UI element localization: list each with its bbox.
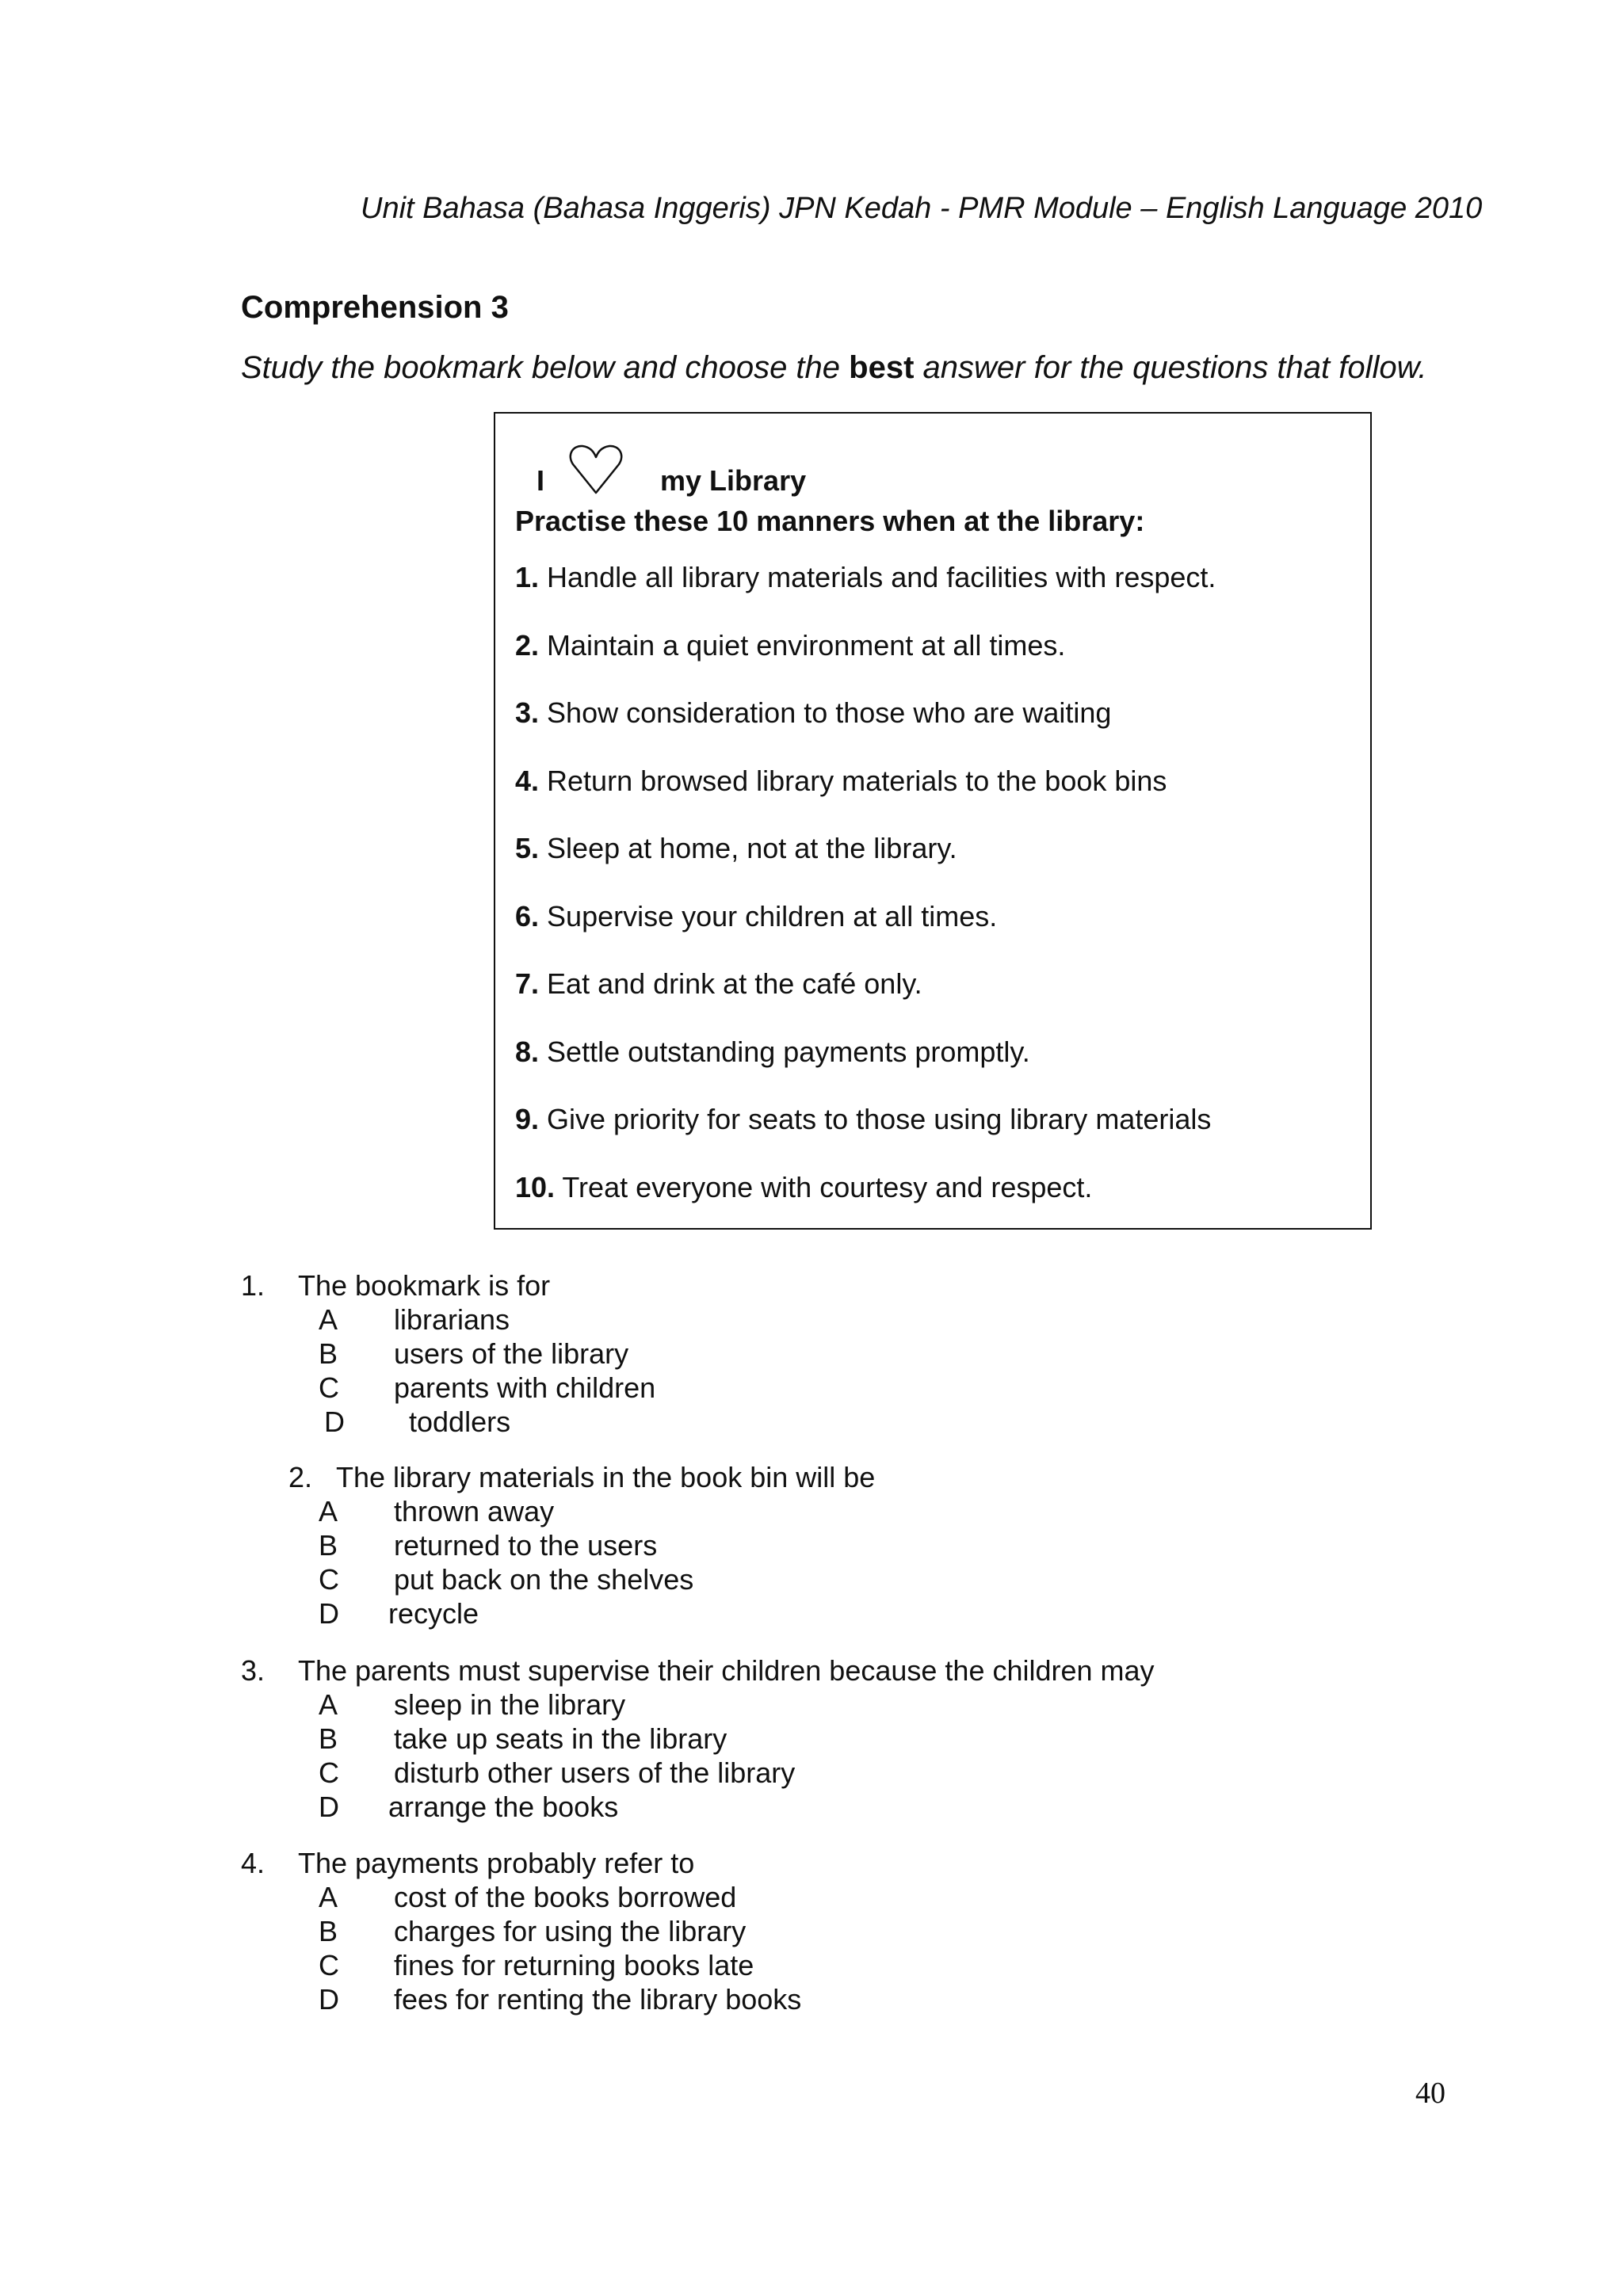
question-text: The library materials in the book bin will be <box>336 1461 876 1493</box>
question-text: The parents must supervise their children because the children may <box>298 1654 1155 1687</box>
question-text: The bookmark is for <box>298 1269 551 1302</box>
option-letter: C <box>319 1756 339 1789</box>
manner-number: 5. <box>515 832 540 864</box>
option-letter: A <box>319 1881 338 1913</box>
page-number: 40 <box>1415 2077 1445 2110</box>
manners-list <box>515 561 1216 1238</box>
manner-text: Settle outstanding payments promptly. <box>539 1035 1030 1068</box>
heart-icon <box>568 444 624 496</box>
instruction-text <box>241 350 1426 386</box>
option-letter: C <box>319 1371 339 1404</box>
option-text: take up seats in the library <box>394 1722 727 1755</box>
manner-item <box>515 629 1216 697</box>
option-text: charges for using the library <box>394 1915 747 1947</box>
question-text: The payments probably refer to <box>298 1847 695 1879</box>
option-letter: A <box>319 1688 338 1721</box>
manner-text: Return browsed library materials to the book bins <box>539 764 1167 797</box>
answer-option[interactable] <box>241 1371 1350 1405</box>
option-text: put back on the shelves <box>394 1563 694 1596</box>
manner-number: 6. <box>515 899 540 933</box>
option-text: fines for returning books late <box>394 1949 754 1981</box>
section-title: Comprehension 3 <box>241 290 509 325</box>
option-letter: B <box>319 1915 338 1947</box>
manner-item <box>515 967 1216 1035</box>
manner-number: 1. <box>515 561 540 593</box>
option-text: cost of the books borrowed <box>394 1881 737 1913</box>
option-letter: C <box>319 1563 339 1596</box>
option-letter: C <box>319 1949 339 1981</box>
option-text: parents with children <box>394 1371 656 1404</box>
bookmark-title <box>537 445 806 498</box>
instruction-part-1: Study the bookmark below and choose the <box>241 350 850 385</box>
option-text: thrown away <box>394 1495 555 1527</box>
question-stem <box>241 1268 1350 1302</box>
manner-number: 3. <box>515 696 540 729</box>
answer-option[interactable] <box>241 1756 1350 1790</box>
answer-option[interactable] <box>241 1880 1350 1914</box>
option-letter: A <box>319 1303 338 1336</box>
manner-number: 4. <box>515 764 540 797</box>
option-letter: D <box>319 1983 339 2016</box>
option-letter: D <box>324 1405 345 1438</box>
manner-text: Supervise your children at all times. <box>539 899 998 933</box>
option-letter: B <box>319 1722 338 1755</box>
question-number: 4. <box>241 1847 265 1879</box>
manner-number: 9. <box>515 1103 540 1135</box>
manner-number: 10. <box>515 1170 556 1203</box>
manner-item <box>515 900 1216 968</box>
manner-number: 8. <box>515 1035 540 1068</box>
option-text: toddlers <box>409 1405 511 1438</box>
option-text: fees for renting the library books <box>394 1983 802 2016</box>
answer-option[interactable] <box>241 1494 1350 1528</box>
question-2 <box>241 1460 1350 1630</box>
manner-item <box>515 1171 1216 1239</box>
question-1 <box>241 1268 1350 1439</box>
option-letter: B <box>319 1337 338 1370</box>
instruction-part-2: answer for the questions that follow. <box>914 350 1427 385</box>
manner-text: Show consideration to those who are waiting <box>539 696 1112 729</box>
option-text: recycle <box>388 1597 479 1630</box>
manner-text: Eat and drink at the café only. <box>539 967 922 1000</box>
bookmark-title-right: my Library <box>660 464 807 497</box>
manner-item <box>515 765 1216 833</box>
answer-option[interactable] <box>241 1596 1350 1630</box>
answer-option[interactable] <box>241 1302 1350 1337</box>
answer-option[interactable] <box>241 1914 1350 1948</box>
manner-item <box>515 696 1216 765</box>
manner-number: 2. <box>515 628 540 662</box>
question-number: 3. <box>241 1654 265 1687</box>
manner-text: Give priority for seats to those using library materials <box>539 1103 1212 1135</box>
answer-option[interactable] <box>241 1405 1350 1439</box>
manner-text: Treat everyone with courtesy and respect. <box>555 1170 1093 1203</box>
answer-option[interactable] <box>241 1688 1350 1722</box>
answer-option[interactable] <box>241 1948 1350 1982</box>
manner-item <box>515 1035 1216 1104</box>
bookmark-subtitle: Practise these 10 manners when at the library: <box>515 505 1145 537</box>
option-text: arrange the books <box>388 1791 619 1823</box>
answer-option[interactable] <box>241 1982 1350 2016</box>
option-text: returned to the users <box>394 1529 658 1562</box>
manner-item <box>515 832 1216 900</box>
question-4 <box>241 1846 1350 2016</box>
manner-text: Maintain a quiet environment at all times. <box>539 628 1066 662</box>
manner-text: Handle all library materials and facilities with respect. <box>539 561 1216 593</box>
manner-number: 7. <box>515 967 540 1000</box>
question-stem <box>241 1460 1350 1494</box>
option-text: users of the library <box>394 1337 629 1370</box>
question-stem <box>241 1846 1350 1880</box>
question-stem <box>241 1653 1350 1688</box>
question-number: 2. <box>288 1461 313 1493</box>
option-letter: D <box>319 1791 339 1823</box>
option-text: sleep in the library <box>394 1688 626 1721</box>
option-letter: D <box>319 1597 339 1630</box>
manner-item <box>515 1103 1216 1171</box>
option-letter: A <box>319 1495 338 1527</box>
option-text: disturb other users of the library <box>394 1756 796 1789</box>
option-letter: B <box>319 1529 338 1562</box>
instruction-emphasis: best <box>849 350 915 385</box>
question-3 <box>241 1653 1350 1824</box>
manner-item <box>515 561 1216 629</box>
answer-option[interactable] <box>241 1337 1350 1371</box>
answer-option[interactable] <box>241 1722 1350 1756</box>
question-number: 1. <box>241 1269 265 1302</box>
manner-text: Sleep at home, not at the library. <box>539 832 957 864</box>
answer-option[interactable] <box>241 1790 1350 1824</box>
answer-option[interactable] <box>241 1528 1350 1562</box>
answer-option[interactable] <box>241 1562 1350 1596</box>
bookmark-box <box>494 412 1372 1230</box>
bookmark-title-left: I <box>537 464 545 497</box>
page-header: Unit Bahasa (Bahasa Inggeris) JPN Kedah - PMR Module – English Language 2010 <box>361 192 1483 225</box>
option-text: librarians <box>394 1303 510 1336</box>
